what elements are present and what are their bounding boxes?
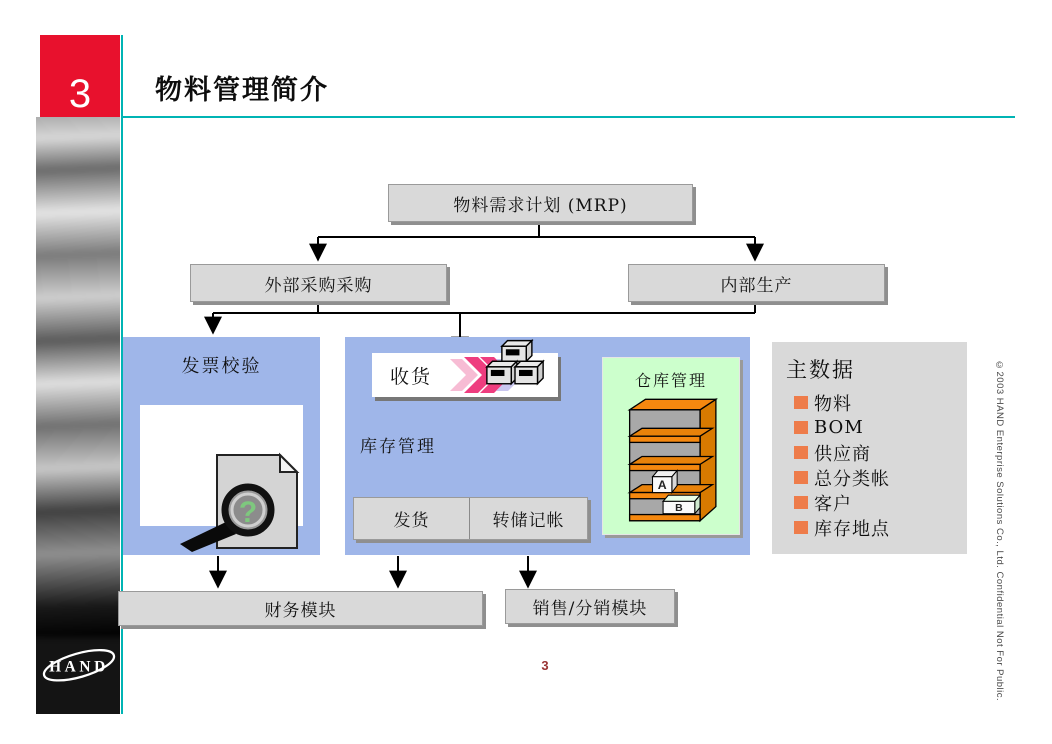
page-number: 3 xyxy=(541,658,549,673)
transfer-posting-cell xyxy=(470,498,587,539)
master-data-list xyxy=(772,390,967,540)
list-item xyxy=(794,415,967,440)
slide-number: 3 xyxy=(68,72,92,116)
list-item xyxy=(794,490,967,515)
inventory-management-panel xyxy=(345,337,750,555)
shelf-bin-a-label: A xyxy=(657,478,667,493)
shelf-bin-b-label: B xyxy=(675,502,683,515)
bullet-square-icon xyxy=(794,396,808,409)
logo-text: HAND xyxy=(49,658,109,676)
external-procurement-box xyxy=(190,264,447,302)
master-data-panel xyxy=(772,342,967,554)
master-data-item: 供应商 xyxy=(814,443,871,465)
list-item xyxy=(794,465,967,490)
master-data-item: BOM xyxy=(814,417,864,438)
external-procurement-label: 外部采购采购 xyxy=(264,275,373,296)
crates-icon xyxy=(485,337,545,393)
bullet-square-icon xyxy=(794,471,808,484)
document-magnifier-icon xyxy=(170,450,305,553)
master-data-item: 库存地点 xyxy=(814,518,890,540)
transfer-posting-label: 转储记帐 xyxy=(492,511,565,531)
master-data-title: 主数据 xyxy=(786,358,855,382)
bullet-square-icon xyxy=(794,521,808,534)
sidebar-texture-image xyxy=(36,117,120,637)
internal-production-box xyxy=(628,264,885,302)
inventory-management-label: 库存管理 xyxy=(360,437,436,457)
master-data-item: 总分类帐 xyxy=(814,468,890,490)
sidebar-strip xyxy=(36,117,120,714)
list-item xyxy=(794,515,967,540)
mrp-box xyxy=(388,184,693,222)
list-item xyxy=(794,440,967,465)
list-item xyxy=(794,390,967,415)
bullet-square-icon xyxy=(794,421,808,434)
mrp-label: 物料需求计划 (MRP) xyxy=(453,195,628,216)
goods-receipt-label: 收货 xyxy=(390,365,433,388)
master-data-item: 客户 xyxy=(814,493,852,515)
warehouse-management-box xyxy=(602,357,740,535)
issue-transfer-box xyxy=(353,497,588,540)
title-underline xyxy=(121,116,1015,118)
bullet-square-icon xyxy=(794,446,808,459)
finance-module-label: 财务模块 xyxy=(264,601,337,621)
hand-logo-icon xyxy=(40,640,118,696)
page-title: 物料管理简介 xyxy=(155,75,329,106)
invoice-verification-panel xyxy=(123,337,320,555)
warehouse-shelf-icon xyxy=(619,394,723,526)
copyright-vertical-text: ©2003 HAND Enterprise Solutions Co., Ltd. Confidential Not For Public. xyxy=(994,360,1005,702)
warehouse-management-label: 仓库管理 xyxy=(634,371,707,390)
sales-distribution-module-label: 销售/分销模块 xyxy=(532,599,648,619)
magnifier-question-mark: ? xyxy=(238,496,258,529)
goods-issue-label: 发货 xyxy=(393,511,430,531)
internal-production-label: 内部生产 xyxy=(720,275,793,296)
sales-distribution-module-box xyxy=(505,589,675,624)
goods-issue-cell xyxy=(354,498,470,539)
master-data-item: 物料 xyxy=(814,393,852,415)
invoice-verification-label: 发票校验 xyxy=(181,356,262,377)
bullet-square-icon xyxy=(794,496,808,509)
finance-module-box xyxy=(118,591,483,626)
slide-number-box xyxy=(40,35,120,117)
